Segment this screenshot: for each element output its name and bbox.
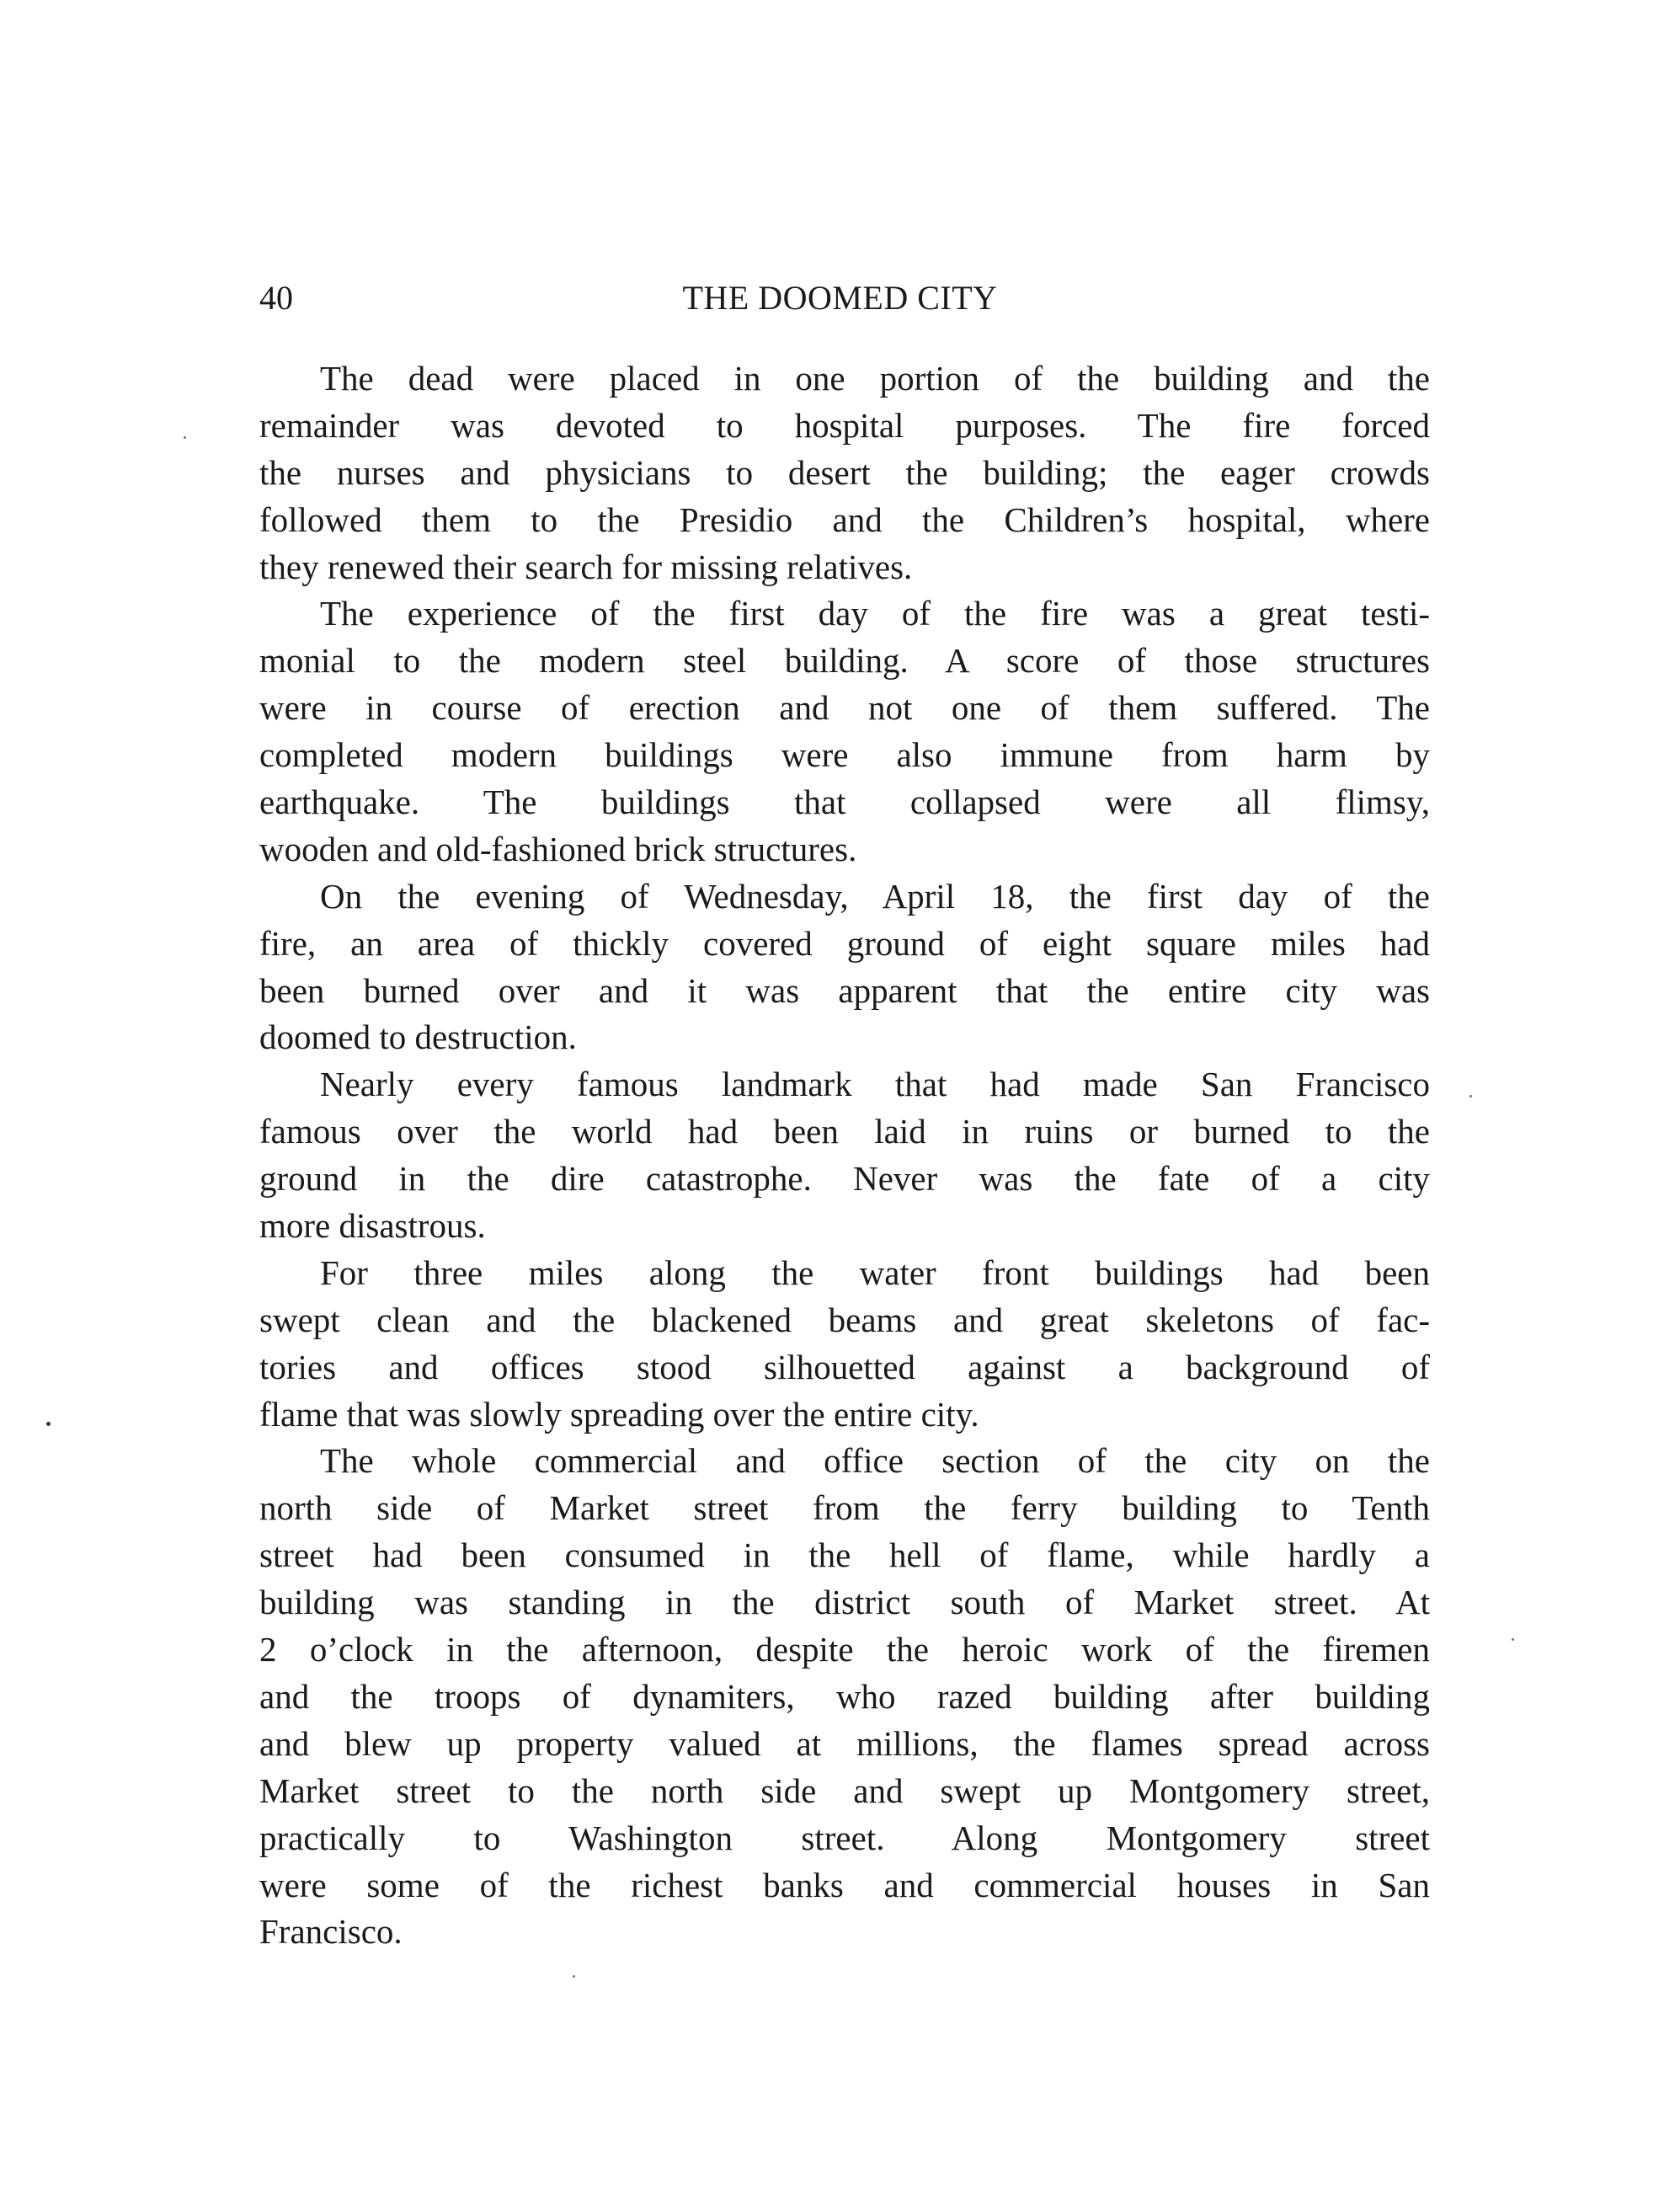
text-line: were some of the richest banks and commercial houses in San bbox=[259, 1865, 1430, 1904]
text-line: flame that was slowly spreading over the entire city. bbox=[259, 1394, 979, 1434]
scan-speck bbox=[1469, 1095, 1472, 1098]
running-title: THE DOOMED CITY bbox=[682, 279, 998, 317]
text-line: swept clean and the blackened beams and great skeletons of fac- bbox=[259, 1300, 1430, 1339]
paragraph bbox=[259, 1438, 1430, 1956]
text-line: 2 o’clock in the afternoon, despite the heroic work of the firemen bbox=[259, 1630, 1430, 1669]
text-line: famous over the world had been laid in ruins or burned to the bbox=[259, 1112, 1430, 1151]
text-line: Nearly every famous landmark that had made San Francisco bbox=[320, 1065, 1430, 1104]
text-line: tories and offices stood silhouetted against a background of bbox=[259, 1347, 1430, 1386]
text-line: they renewed their search for missing relatives. bbox=[259, 547, 913, 586]
text-line: For three miles along the water front buildings had been bbox=[320, 1252, 1430, 1292]
text-line: been burned over and it was apparent that the entire city was bbox=[259, 970, 1430, 1010]
text-line: practically to Washington street. Along Montgomery street bbox=[259, 1818, 1430, 1857]
scan-speck bbox=[46, 1422, 51, 1426]
text-line: and blew up property valued at millions, the flames spread across bbox=[259, 1723, 1430, 1763]
text-line: wooden and old-fashioned brick structures. bbox=[259, 829, 857, 868]
text-line: doomed to destruction. bbox=[259, 1017, 577, 1057]
text-line: remainder was devoted to hospital purposes. The fire forced bbox=[259, 405, 1430, 445]
text-line: The dead were placed in one portion of the building and the bbox=[320, 359, 1430, 398]
text-line: building was standing in the district south of Market street. At bbox=[259, 1583, 1430, 1622]
paragraph bbox=[259, 355, 1430, 590]
text-line: the nurses and physicians to desert the building; the eager crowds bbox=[259, 452, 1430, 492]
page-number: 40 bbox=[259, 279, 293, 317]
text-line: fire, an area of thickly covered ground of eight square miles had bbox=[259, 923, 1430, 963]
text-line: north side of Market street from the ferry building to Tenth bbox=[259, 1488, 1430, 1528]
paragraph bbox=[259, 1061, 1430, 1250]
text-line: monial to the modern steel building. A score of those structures bbox=[259, 641, 1430, 681]
text-line: The whole commercial and office section of the city on the bbox=[320, 1441, 1430, 1481]
text-line: earthquake. The buildings that collapsed were all flimsy, bbox=[259, 782, 1430, 822]
text-line: followed them to the Presidio and the Children’s hospital, where bbox=[259, 499, 1430, 539]
text-line: The experience of the first day of the fire was a great testi- bbox=[320, 594, 1430, 633]
text-line: and the troops of dynamiters, who razed building after building bbox=[259, 1676, 1430, 1716]
text-line: On the evening of Wednesday, April 18, the first day of the bbox=[320, 876, 1430, 916]
text-line: street had been consumed in the hell of flame, while hardly a bbox=[259, 1535, 1430, 1575]
body-text bbox=[259, 355, 1430, 1956]
scan-speck bbox=[573, 1975, 575, 1978]
text-line: were in course of erection and not one of them suffered. The bbox=[259, 688, 1430, 728]
text-line: more disastrous. bbox=[259, 1206, 486, 1246]
text-line: Francisco. bbox=[259, 1912, 403, 1952]
paragraph bbox=[259, 873, 1430, 1062]
text-line: ground in the dire catastrophe. Never was the fate of a city bbox=[259, 1159, 1430, 1199]
scan-speck bbox=[184, 436, 186, 439]
scan-speck bbox=[1512, 1638, 1514, 1641]
paragraph bbox=[259, 1250, 1430, 1439]
text-line: Market street to the north side and swept up Montgomery street, bbox=[259, 1770, 1430, 1810]
paragraph bbox=[259, 590, 1430, 873]
text-line: completed modern buildings were also immune from harm by bbox=[259, 735, 1430, 775]
